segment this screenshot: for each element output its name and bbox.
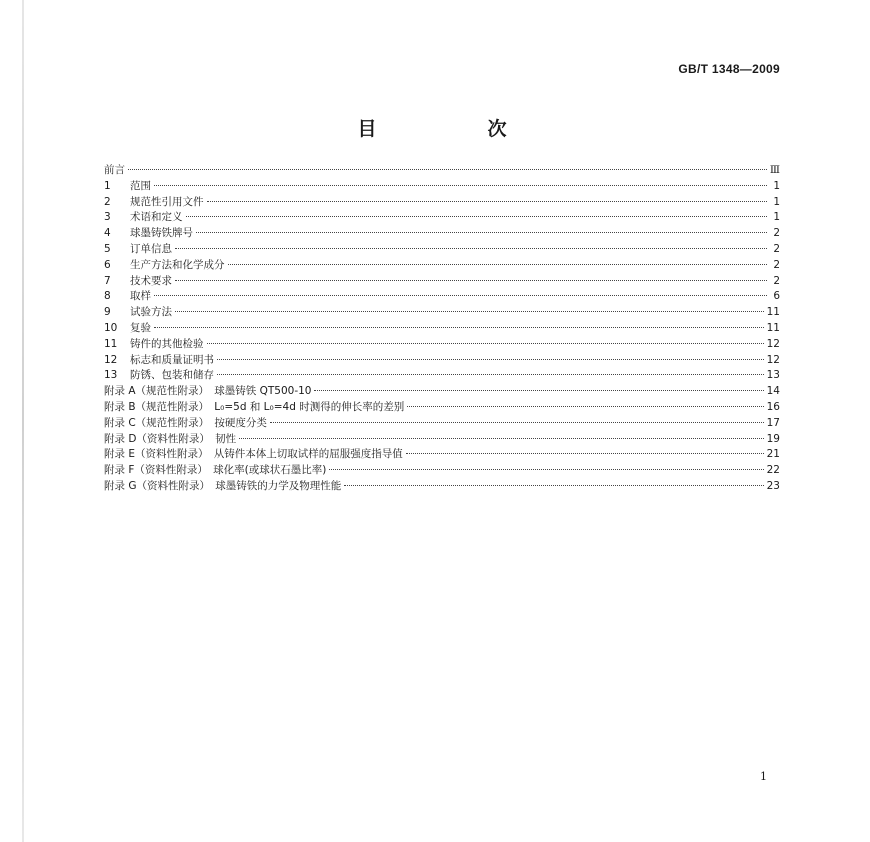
dot-leader bbox=[128, 168, 767, 170]
toc-entry[interactable] bbox=[104, 353, 780, 369]
toc-entry-label: 标志和质量证明书 bbox=[130, 353, 214, 366]
toc-entry-number: 10 bbox=[104, 321, 118, 334]
toc-entry-page: 2 bbox=[773, 258, 780, 271]
toc-entry[interactable] bbox=[104, 463, 780, 479]
toc-entry-page: 19 bbox=[766, 432, 780, 445]
toc-entry-page: 6 bbox=[773, 290, 780, 303]
toc-entry-label: 试验方法 bbox=[130, 306, 172, 319]
dot-leader bbox=[217, 373, 764, 375]
toc-entry[interactable] bbox=[104, 384, 780, 400]
toc-entry-page: 2 bbox=[773, 227, 780, 240]
toc-entry[interactable] bbox=[104, 432, 780, 448]
toc-entry[interactable] bbox=[104, 179, 780, 195]
toc-entry-number: 9 bbox=[104, 306, 111, 319]
dot-leader bbox=[175, 310, 764, 312]
toc-entry[interactable] bbox=[104, 337, 780, 353]
toc-entry-label: 铸件的其他检验 bbox=[130, 337, 204, 350]
dot-leader bbox=[154, 294, 767, 296]
dot-leader bbox=[207, 200, 768, 202]
toc-entry-number: 5 bbox=[104, 242, 111, 255]
toc-entry-label: 附录 A（规范性附录） 球墨铸铁 QT500-10 bbox=[104, 385, 312, 398]
toc-entry-label: 术语和定义 bbox=[130, 211, 183, 224]
toc-entry-number: 7 bbox=[104, 274, 111, 287]
toc-entry[interactable] bbox=[104, 368, 780, 384]
toc-entry-page: 11 bbox=[766, 321, 780, 334]
toc-entry-page: 11 bbox=[766, 306, 780, 319]
toc-entry-page: 13 bbox=[766, 369, 780, 382]
page-number: 1 bbox=[760, 770, 767, 783]
toc-entry-number: 6 bbox=[104, 258, 111, 271]
dot-leader bbox=[207, 342, 764, 344]
toc-entry-label: 生产方法和化学成分 bbox=[130, 258, 225, 271]
toc-entry[interactable] bbox=[104, 321, 780, 337]
toc-entry[interactable] bbox=[104, 242, 780, 258]
toc-entry[interactable] bbox=[104, 195, 780, 211]
dot-leader bbox=[239, 437, 763, 439]
dot-leader bbox=[228, 263, 768, 265]
dot-leader bbox=[175, 279, 767, 281]
toc-entry-label: 复验 bbox=[130, 321, 151, 334]
toc-entry-page: 1 bbox=[773, 179, 780, 192]
dot-leader bbox=[186, 215, 768, 217]
toc-entry-number: 11 bbox=[104, 337, 118, 350]
toc-entry-number: 1 bbox=[104, 179, 111, 192]
toc-entry-page: 23 bbox=[766, 479, 780, 492]
dot-leader bbox=[406, 452, 764, 454]
toc-entry-page: 2 bbox=[773, 274, 780, 287]
toc-entry-page: 17 bbox=[766, 416, 780, 429]
toc-entry-page: 12 bbox=[766, 337, 780, 350]
toc-entry[interactable] bbox=[104, 274, 780, 290]
toc-entry-label: 附录 B（规范性附录） L₀=5d 和 L₀=4d 时测得的伸长率的差别 bbox=[104, 400, 405, 413]
page-title: 目 次 bbox=[357, 118, 553, 140]
toc-entry-label: 取样 bbox=[130, 290, 151, 303]
toc-entry-label: 附录 E（资料性附录） 从铸件本体上切取试样的屈服强度指导值 bbox=[104, 448, 403, 461]
toc-entry[interactable] bbox=[104, 210, 780, 226]
toc-entry-label: 附录 C（规范性附录） 按硬度分类 bbox=[104, 416, 267, 429]
dot-leader bbox=[407, 405, 763, 407]
dot-leader bbox=[270, 421, 764, 423]
dot-leader bbox=[154, 326, 764, 328]
toc-entry-number: 4 bbox=[104, 227, 111, 240]
toc-entry-page: 12 bbox=[766, 353, 780, 366]
toc-entry[interactable] bbox=[104, 163, 780, 179]
dot-leader bbox=[314, 389, 763, 391]
toc-entry[interactable] bbox=[104, 479, 780, 495]
toc-entry-page: 14 bbox=[766, 385, 780, 398]
dot-leader bbox=[329, 468, 763, 470]
toc-entry-label: 防锈、包装和储存 bbox=[130, 369, 214, 382]
dot-leader bbox=[196, 231, 767, 233]
standard-code: GB/T 1348—2009 bbox=[678, 62, 780, 76]
toc-entry-page: 2 bbox=[773, 242, 780, 255]
toc-entry-page: 22 bbox=[766, 464, 780, 477]
toc-entry-page: 21 bbox=[766, 448, 780, 461]
toc-entry-number: 3 bbox=[104, 211, 111, 224]
toc-entry-label: 球墨铸铁牌号 bbox=[130, 227, 193, 240]
table-of-contents bbox=[104, 163, 780, 495]
toc-entry[interactable] bbox=[104, 258, 780, 274]
toc-entry[interactable] bbox=[104, 447, 780, 463]
toc-entry-label: 前言 bbox=[104, 164, 125, 176]
toc-entry-number: 2 bbox=[104, 195, 111, 208]
dot-leader bbox=[175, 247, 767, 249]
toc-entry-number: 8 bbox=[104, 290, 111, 303]
toc-entry-number: 13 bbox=[104, 369, 118, 382]
toc-entry-label: 附录 G（资料性附录） 球墨铸铁的力学及物理性能 bbox=[104, 479, 342, 492]
toc-entry-label: 规范性引用文件 bbox=[130, 195, 204, 208]
toc-entry[interactable] bbox=[104, 416, 780, 432]
dot-leader bbox=[217, 358, 764, 360]
dot-leader bbox=[344, 484, 763, 486]
dot-leader bbox=[154, 184, 767, 186]
toc-entry-label: 附录 F（资料性附录） 球化率(或球状石墨比率) bbox=[104, 464, 327, 477]
toc-entry-page: 1 bbox=[773, 195, 780, 208]
toc-entry[interactable] bbox=[104, 305, 780, 321]
toc-entry-number: 12 bbox=[104, 353, 118, 366]
toc-entry-page: Ⅲ bbox=[769, 164, 780, 176]
toc-entry-page: 1 bbox=[773, 211, 780, 224]
toc-entry-label: 订单信息 bbox=[130, 242, 172, 255]
toc-entry[interactable] bbox=[104, 289, 780, 305]
toc-entry[interactable] bbox=[104, 226, 780, 242]
toc-entry[interactable] bbox=[104, 400, 780, 416]
toc-entry-page: 16 bbox=[766, 400, 780, 413]
toc-entry-label: 技术要求 bbox=[130, 274, 172, 287]
toc-entry-label: 附录 D（资料性附录） 韧性 bbox=[104, 432, 237, 445]
toc-entry-label: 范围 bbox=[130, 179, 151, 192]
